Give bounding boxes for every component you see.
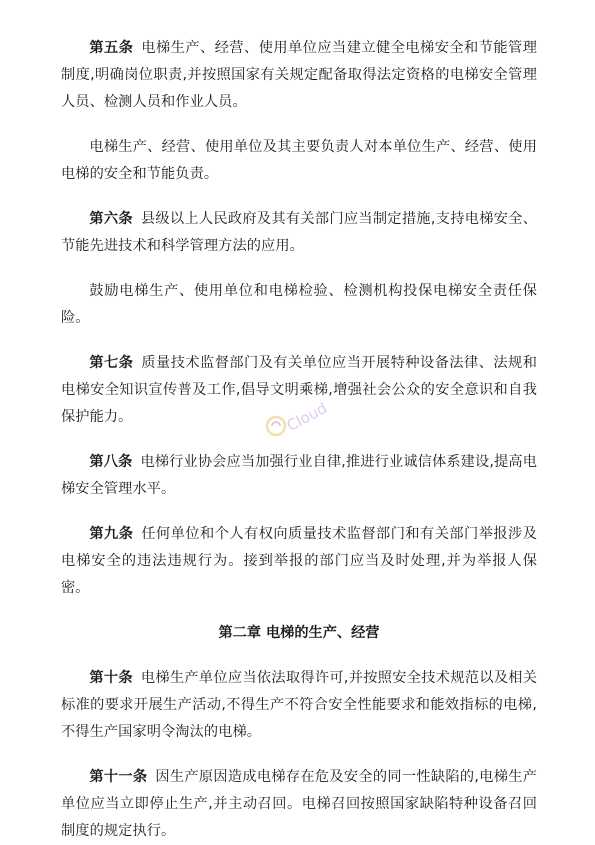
article-9 — [61, 521, 537, 602]
paragraph-text: 电梯生产、经营、使用单位及其主要负责人对本单位生产、经营、使用电梯的安全和节能负责。 — [61, 139, 537, 182]
article-6-paragraph-2 — [61, 278, 537, 332]
article-5-paragraph-2 — [61, 134, 537, 188]
article-text: 电梯行业协会应当加强行业自律,推进行业诚信体系建设,提高电梯安全管理水平。 — [61, 454, 538, 497]
article-text: 电梯生产、经营、使用单位应当建立健全电梯安全和节能管理制度,明确岗位职责,并按照国家有关规定配备取得法定资格的电梯安全管理人员、检测人员和作业人员。 — [61, 40, 537, 110]
article-number: 第七条 — [89, 355, 134, 371]
article-text: 任何单位和个人有权向质量技术监督部门和有关部门举报涉及电梯安全的违法违规行为。接到举报的部门应当及时处理,并为举报人保密。 — [61, 526, 537, 596]
article-text: 因生产原因造成电梯存在危及安全的同一性缺陷的,电梯生产单位应当立即停止生产,并主动召回。电梯召回按照国家缺陷特种设备召回制度的规定执行。 — [61, 769, 537, 839]
article-7 — [61, 350, 537, 431]
article-text: 电梯生产单位应当依法取得许可,并按照安全技术规范以及相关标准的要求开展生产活动,不得生产不符合安全性能要求和能效指标的电梯,不得生产国家明令淘汰的电梯。 — [61, 670, 537, 740]
article-number: 第八条 — [89, 454, 133, 470]
article-number: 第五条 — [89, 40, 134, 56]
article-6 — [61, 206, 537, 260]
paragraph-text: 鼓励电梯生产、使用单位和电梯检验、检测机构投保电梯安全责任保险。 — [61, 283, 537, 326]
article-10 — [61, 665, 537, 746]
article-number: 第六条 — [89, 211, 133, 227]
watermark-text: Cloud — [283, 398, 331, 435]
article-number: 第十一条 — [89, 769, 148, 785]
article-8 — [61, 449, 537, 503]
article-11 — [61, 764, 537, 845]
article-text: 质量技术监督部门及有关单位应当开展特种设备法律、法规和电梯安全知识宣传普及工作,倡导文明乘梯,增强社会公众的安全意识和自我保护能力。 — [61, 355, 537, 425]
article-number: 第十条 — [89, 670, 133, 686]
article-number: 第九条 — [89, 526, 134, 542]
article-5 — [61, 35, 537, 116]
chapter-heading: 第二章 电梯的生产、经营 — [218, 625, 380, 641]
article-text: 县级以上人民政府及其有关部门应当制定措施,支持电梯安全、节能先进技术和科学管理方法的应用。 — [61, 211, 537, 254]
